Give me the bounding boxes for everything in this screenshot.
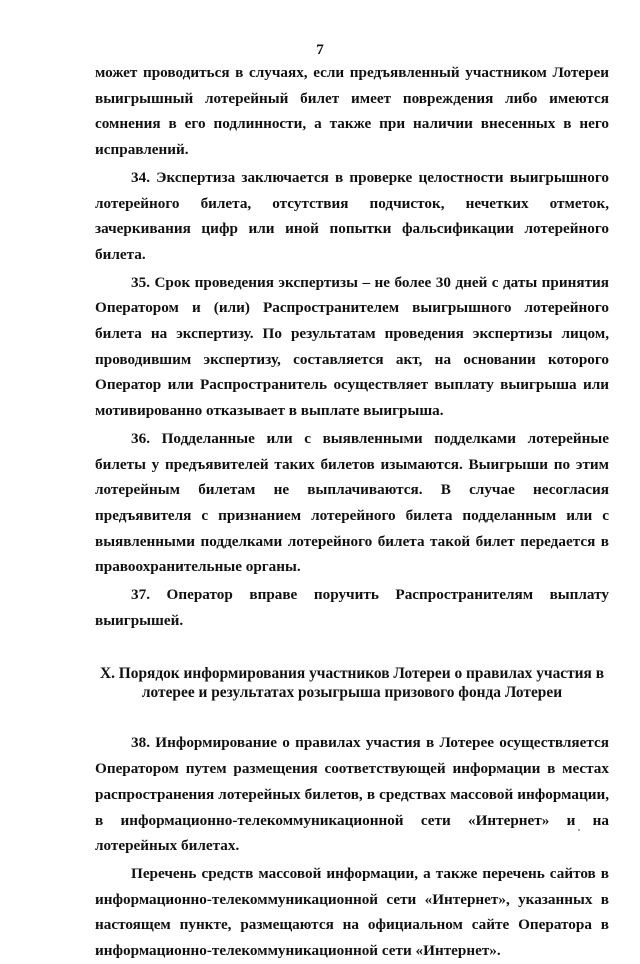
paragraph-34: 34. Экспертиза заключается в проверке целостности выигрышного лотерейного билета, отсутствия подчисток, нечетких отметок, зачеркивания цифр или иной попытки фальсификации лотерейного билета. xyxy=(95,168,609,263)
paragraph-37: 37. Оператор вправе поручить Распространителям выплату выигрышей. xyxy=(95,586,609,629)
paragraph-media-list: Перечень средств массовой информации, а также перечень сайтов в информационно-телекоммуникационной сети «Интернет», указанных в настоящем пункте, размещаются на официальном сайте Оператора в информационно-телекоммуникационной сети «Интернет». xyxy=(95,864,609,960)
paragraph-38: 38. Информирование о правилах участия в Лотерее осуществляется Оператором путем размещения соответствующей информации в местах распространения лотерейных билетов, в средствах массовой информации, в информационно-телекоммуникационной сети «Интернет» и на лотерейных билетах. xyxy=(95,734,609,855)
section-heading xyxy=(95,664,609,702)
paragraph-35: 35. Срок проведения экспертизы – не более 30 дней с даты принятия Оператором и (или) Распространителем выигрышного лотерейного билета на экспертизу. По результатам проведения экспертизы лицом, проводившим экспертизу, составляется акт, на основании которого Оператор или Распространитель осуществляет выплату выигрыша или мотивированно отказывает в выплате выигрыша. xyxy=(95,273,609,420)
scan-speck xyxy=(578,829,580,831)
paragraph-continuation: может проводиться в случаях, если предъявленный участником Лотереи выигрышный лотерейный билет имеет повреждения либо имеются сомнения в его подлинности, а также при наличии внесенных в него исправлений. xyxy=(95,64,609,159)
document-body xyxy=(95,60,609,964)
page-number: 7 xyxy=(316,42,324,58)
paragraph-36: 36. Подделанные или с выявленными подделками лотерейные билеты у предъявителей таких билетов изымаются. Выигрыши по этим лотерейным билетам не выплачиваются. В случае несогласия предъявителя с признанием лотерейного билета подделанным или с выявленными подделками лотерейного билета такой билет передается в правоохранительные органы. xyxy=(95,429,609,576)
section-heading-line-1: X. Порядок информирования участников Лотереи о правилах участия в xyxy=(99,665,605,683)
section-heading-line-2: лотерее и результатах розыгрыша призового фонда Лотереи xyxy=(141,684,563,702)
